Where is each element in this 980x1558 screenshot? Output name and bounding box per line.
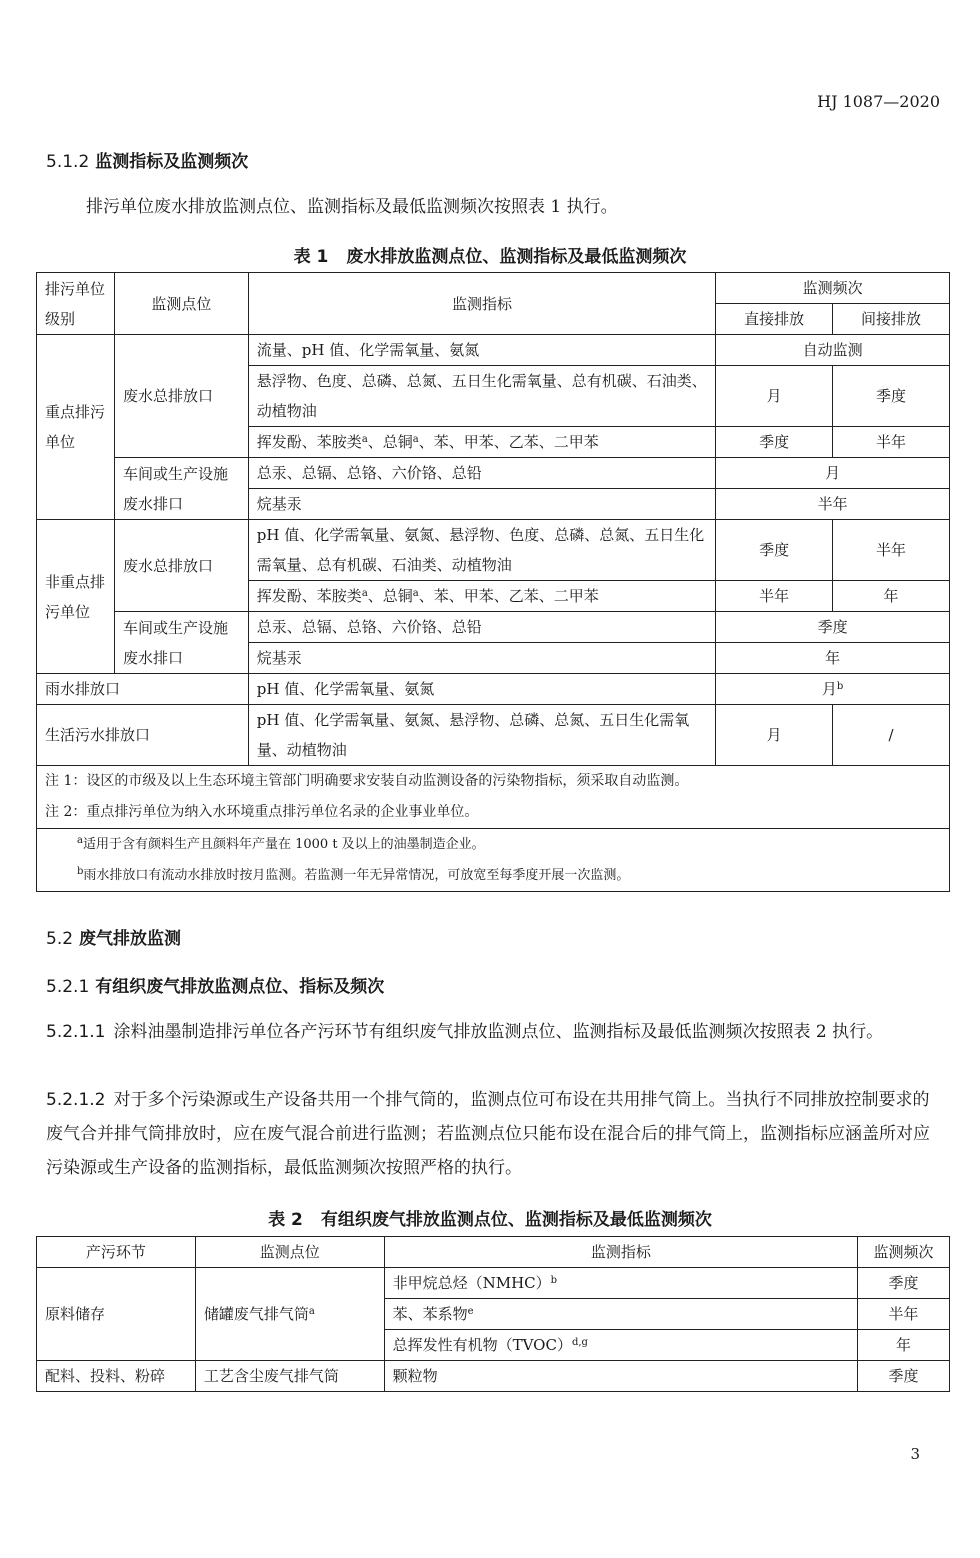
indicator-text: 、苯、甲苯、乙苯、二甲苯 xyxy=(418,433,599,451)
table-header-row xyxy=(37,1237,950,1268)
frequency-cell: 月 xyxy=(716,458,950,489)
indicator-cell xyxy=(248,581,715,612)
frequency-indirect: 半年 xyxy=(833,520,950,581)
section-number: 5.2.1 xyxy=(46,977,90,997)
stage-storage: 原料储存 xyxy=(37,1268,196,1361)
table-footnotes xyxy=(37,829,950,892)
page-number: 3 xyxy=(910,1445,920,1463)
table-number: 表 2 xyxy=(268,1210,303,1230)
section-heading-5-2 xyxy=(46,924,181,949)
frequency-cell: 季度 xyxy=(858,1268,950,1299)
table1-caption xyxy=(0,242,980,267)
clause-text: 涂料油墨制造排污单位各产污环节有组织废气排放监测点位、监测指标及最低监测频次按照表 2 执行。 xyxy=(113,1022,884,1042)
point-workshop-outlet: 车间或生产设施废水排口 xyxy=(114,458,248,520)
table-title: 有组织废气排放监测点位、监测指标及最低监测频次 xyxy=(320,1210,712,1230)
table-row xyxy=(37,520,950,581)
footnote-mark-a: a xyxy=(361,434,368,445)
section-title: 废气排放监测 xyxy=(79,929,182,949)
indicator-text: 挥发酚、苯胺类 xyxy=(256,587,362,605)
indicator-cell xyxy=(248,427,715,458)
indicator-cell: pH 值、化学需氧量、氨氮、悬浮物、总磷、总氮、五日生化需氧量、动植物油 xyxy=(248,705,715,766)
table-title: 废水排放监测点位、监测指标及最低监测频次 xyxy=(346,247,687,267)
frequency-cell: 年 xyxy=(716,643,950,674)
paragraph-5-2-1-1 xyxy=(46,1015,942,1049)
point-dust-stack: 工艺含尘废气排气筒 xyxy=(195,1361,384,1392)
exhaust-gas-monitoring-table xyxy=(36,1236,950,1392)
frequency-direct: 季度 xyxy=(716,520,833,581)
footnote-mark-dg: d,g xyxy=(571,1337,588,1348)
footnote-mark-a: a xyxy=(412,434,419,445)
footnote-mark-b: b xyxy=(77,866,84,877)
point-main-outlet: 废水总排放口 xyxy=(114,520,248,612)
indicator-cell: pH 值、化学需氧量、氨氮 xyxy=(248,674,715,705)
footnote-b xyxy=(77,860,941,891)
indicator-cell: 烷基汞 xyxy=(248,489,715,520)
section-title: 有组织废气排放监测点位、指标及频次 xyxy=(95,977,385,997)
table-row xyxy=(37,335,950,366)
table-row xyxy=(37,612,950,643)
indicator-cell xyxy=(384,1330,857,1361)
table-row xyxy=(37,674,950,705)
indicator-text: 、总铜 xyxy=(367,433,413,451)
table-notes xyxy=(37,766,950,829)
indicator-text: 非甲烷总烃（NMHC） xyxy=(392,1274,551,1292)
paragraph-5-2-1-2 xyxy=(46,1083,942,1185)
footnote-mark-b: b xyxy=(550,1275,558,1286)
section-title: 监测指标及监测频次 xyxy=(95,152,249,172)
footnote-mark-e: e xyxy=(467,1306,474,1317)
indicator-cell xyxy=(384,1299,857,1330)
footnote-mark-a: a xyxy=(361,588,368,599)
indicator-cell: 总汞、总镉、总铬、六价铬、总铅 xyxy=(248,612,715,643)
header-stage: 产污环节 xyxy=(37,1237,196,1268)
frequency-text: 月 xyxy=(821,680,837,698)
frequency-cell xyxy=(716,674,950,705)
footnote-mark-a: a xyxy=(77,835,83,846)
frequency-indirect: 半年 xyxy=(833,427,950,458)
note-2: 注 2：重点排污单位为纳入水环境重点排污单位名录的企业事业单位。 xyxy=(45,804,479,820)
table2-caption xyxy=(0,1205,980,1230)
stage-mixing: 配料、投料、粉碎 xyxy=(37,1361,196,1392)
point-domestic-outlet: 生活污水排放口 xyxy=(37,705,249,766)
point-text: 储罐废气排气筒 xyxy=(203,1305,309,1323)
footnote-text: 雨水排放口有流动水排放时按月监测。若监测一年无异常情况，可放宽至每季度开展一次监测。 xyxy=(83,868,630,883)
frequency-indirect: 季度 xyxy=(833,366,950,427)
indicator-cell: 颗粒物 xyxy=(384,1361,857,1392)
indicator-cell: pH 值、化学需氧量、氨氮、悬浮物、色度、总磷、总氮、五日生化需氧量、总有机碳、石油类、动植物油 xyxy=(248,520,715,581)
wastewater-monitoring-table xyxy=(36,272,950,892)
point-main-outlet: 废水总排放口 xyxy=(114,335,248,458)
header-point: 监测点位 xyxy=(114,273,248,335)
section-heading-5-1-2 xyxy=(46,147,248,172)
frequency-cell: 半年 xyxy=(716,489,950,520)
header-frequency: 监测频次 xyxy=(858,1237,950,1268)
table-row xyxy=(37,1268,950,1299)
frequency-direct: 季度 xyxy=(716,427,833,458)
section-number: 5.1.2 xyxy=(46,152,90,172)
indicator-cell: 悬浮物、色度、总磷、总氮、五日生化需氧量、总有机碳、石油类、动植物油 xyxy=(248,366,715,427)
header-indicator: 监测指标 xyxy=(248,273,715,335)
clause-text: 对于多个污染源或生产设备共用一个排气筒的，监测点位可布设在共用排气筒上。当执行不同排放控制要求的废气合并排气筒排放时，应在废气混合前进行监测；若监测点位只能布设在混合后的排气筒上，监测指标应涵盖所对应污染源或生产设备的监测指标，最低监测频次按照严格的执行。 xyxy=(46,1090,930,1178)
table-footnotes-row xyxy=(37,829,950,892)
standard-code: HJ 1087—2020 xyxy=(817,92,940,111)
level-nonkey-unit: 非重点排污单位 xyxy=(37,520,115,674)
table-row xyxy=(37,458,950,489)
clause-number: 5.2.1.2 xyxy=(46,1090,106,1110)
level-key-unit: 重点排污单位 xyxy=(37,335,115,520)
clause-number: 5.2.1.1 xyxy=(46,1022,106,1042)
point-tank-stack xyxy=(195,1268,384,1361)
indicator-text: 苯、苯系物 xyxy=(392,1305,468,1323)
footnote-mark-b: b xyxy=(836,681,844,692)
indicator-cell: 总汞、总镉、总铬、六价铬、总铅 xyxy=(248,458,715,489)
table-row xyxy=(37,705,950,766)
frequency-indirect: / xyxy=(833,705,950,766)
frequency-direct: 月 xyxy=(716,366,833,427)
indicator-cell xyxy=(384,1268,857,1299)
frequency-cell: 自动监测 xyxy=(716,335,950,366)
footnote-text: 适用于含有颜料生产且颜料年产量在 1000 t 及以上的油墨制造企业。 xyxy=(82,837,485,852)
footnote-mark-a: a xyxy=(412,588,419,599)
header-point: 监测点位 xyxy=(195,1237,384,1268)
note-1: 注 1：设区的市级及以上生态环境主管部门明确要求安装自动监测设备的污染物指标，须采取自动监测。 xyxy=(45,773,689,789)
frequency-cell: 季度 xyxy=(858,1361,950,1392)
frequency-cell: 年 xyxy=(858,1330,950,1361)
header-indicator: 监测指标 xyxy=(384,1237,857,1268)
indicator-text: 挥发酚、苯胺类 xyxy=(256,433,362,451)
paragraph-5-1-2: 排污单位废水排放监测点位、监测指标及最低监测频次按照表 1 执行。 xyxy=(86,197,618,217)
indicator-text: 、总铜 xyxy=(367,587,413,605)
header-direct: 直接排放 xyxy=(716,304,833,335)
frequency-cell: 季度 xyxy=(716,612,950,643)
section-number: 5.2 xyxy=(46,929,74,949)
footnote-a xyxy=(77,829,941,860)
frequency-cell: 半年 xyxy=(858,1299,950,1330)
indicator-text: 总挥发性有机物（TVOC） xyxy=(392,1336,572,1354)
point-workshop-outlet: 车间或生产设施废水排口 xyxy=(114,612,248,674)
header-indirect: 间接排放 xyxy=(833,304,950,335)
indicator-cell: 烷基汞 xyxy=(248,643,715,674)
table-notes-row xyxy=(37,766,950,829)
frequency-indirect: 年 xyxy=(833,581,950,612)
header-frequency: 监测频次 xyxy=(716,273,950,304)
frequency-direct: 月 xyxy=(716,705,833,766)
indicator-cell: 流量、pH 值、化学需氧量、氨氮 xyxy=(248,335,715,366)
table-header-row xyxy=(37,273,950,304)
footnote-mark-a: a xyxy=(308,1306,315,1317)
point-rain-outlet: 雨水排放口 xyxy=(37,674,249,705)
frequency-direct: 半年 xyxy=(716,581,833,612)
section-heading-5-2-1 xyxy=(46,972,384,997)
header-level: 排污单位级别 xyxy=(37,273,115,335)
indicator-text: 、苯、甲苯、乙苯、二甲苯 xyxy=(418,587,599,605)
table-number: 表 1 xyxy=(293,247,329,267)
table-row xyxy=(37,1361,950,1392)
